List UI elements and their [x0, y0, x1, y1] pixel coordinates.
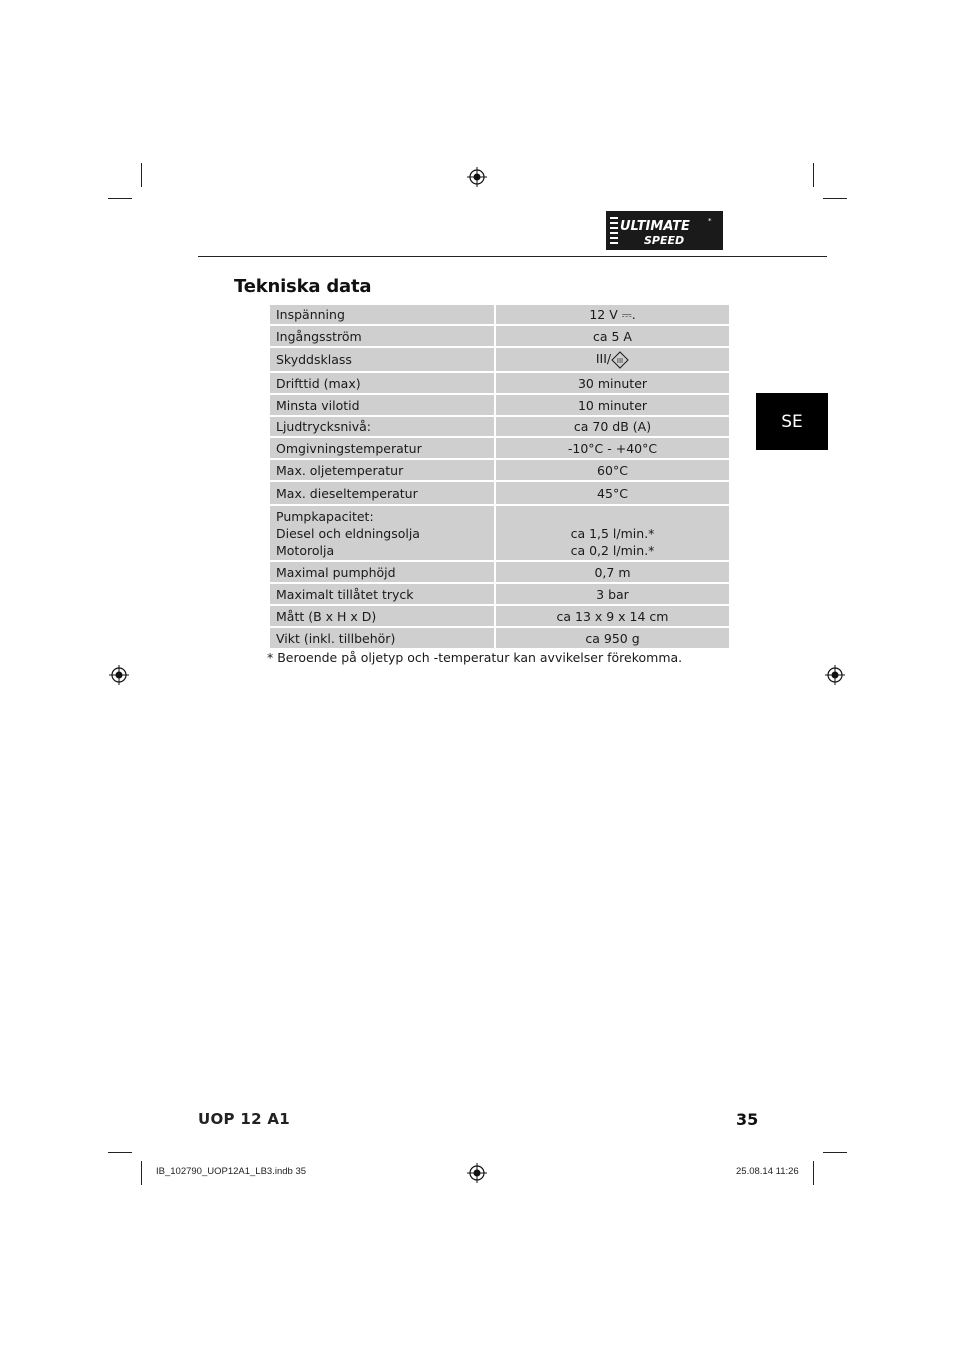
spec-value: ca 5 A — [495, 325, 730, 347]
registration-mark-icon — [825, 665, 845, 685]
crop-mark — [823, 198, 847, 199]
spec-value-line — [502, 508, 723, 525]
table-row — [269, 394, 730, 416]
spec-label: Skyddsklass — [269, 347, 495, 372]
header-rule — [198, 256, 827, 257]
crop-mark — [141, 1161, 142, 1185]
table-row — [269, 505, 730, 561]
table-row — [269, 481, 730, 505]
spec-value: -10°C - +40°C — [495, 437, 730, 459]
spec-value: 45°C — [495, 481, 730, 505]
spec-value: 10 minuter — [495, 394, 730, 416]
spec-label: Drifttid (max) — [269, 372, 495, 394]
section-title: Tekniska data — [234, 276, 372, 297]
spec-label: Max. oljetemperatur — [269, 459, 495, 481]
crop-mark — [823, 1152, 847, 1153]
spec-label: Vikt (inkl. tillbehör) — [269, 627, 495, 649]
table-row — [269, 605, 730, 627]
crop-mark — [813, 163, 814, 187]
registration-mark-icon — [467, 1163, 487, 1183]
spec-label: Omgivningstemperatur — [269, 437, 495, 459]
table-row — [269, 627, 730, 649]
table-row — [269, 416, 730, 437]
slug-date: 25.08.14 11:26 — [736, 1166, 799, 1177]
brand-logo — [606, 211, 723, 250]
spec-value: 0,7 m — [495, 561, 730, 583]
crop-mark — [108, 198, 132, 199]
svg-text:III: III — [617, 356, 624, 365]
crop-mark — [108, 1152, 132, 1153]
table-row — [269, 437, 730, 459]
spec-label: Ingångsström — [269, 325, 495, 347]
slug-file: IB_102790_UOP12A1_LB3.indb 35 — [156, 1166, 307, 1177]
page-number: 35 — [736, 1110, 759, 1129]
table-row — [269, 459, 730, 481]
table-row — [269, 304, 730, 325]
spec-label: Maximal pumphöjd — [269, 561, 495, 583]
spec-label-multiline — [269, 505, 495, 561]
spec-value: ca 13 x 9 x 14 cm — [495, 605, 730, 627]
spec-label: Mått (B x H x D) — [269, 605, 495, 627]
spec-label: Ljudtrycksnivå: — [269, 416, 495, 437]
spec-value: ca 950 g — [495, 627, 730, 649]
registration-mark-icon — [467, 167, 487, 187]
svg-text:*: * — [708, 217, 712, 225]
spec-value: 30 minuter — [495, 372, 730, 394]
spec-value-protection — [495, 347, 730, 372]
protection-class-iii-icon — [611, 351, 629, 369]
table-row — [269, 325, 730, 347]
footnote: * Beroende på oljetyp och -temperatur kan avvikelser förekomma. — [267, 650, 683, 665]
logo-text-top: ULTIMATE — [620, 219, 690, 234]
table-row — [269, 561, 730, 583]
table-row — [269, 347, 730, 372]
spec-value: 60°C — [495, 459, 730, 481]
language-tab: SE — [756, 393, 828, 450]
spec-value: III/ — [595, 351, 612, 367]
table-row — [269, 372, 730, 394]
spec-label-line: Diesel och eldningsolja — [276, 525, 420, 541]
spec-label-line: Pumpkapacitet: — [276, 508, 374, 524]
spec-value-multiline — [495, 505, 730, 561]
crop-mark — [813, 1161, 814, 1185]
spec-table — [268, 303, 731, 650]
spec-label: Max. dieseltemperatur — [269, 481, 495, 505]
registration-mark-icon — [109, 665, 129, 685]
spec-value-line: ca 0,2 l/min.* — [570, 542, 655, 558]
spec-value: ca 70 dB (A) — [495, 416, 730, 437]
spec-label: Maximalt tillåtet tryck — [269, 583, 495, 605]
spec-value: 12 V ⎓. — [495, 304, 730, 325]
logo-text-bottom: SPEED — [644, 234, 685, 247]
model-name: UOP 12 A1 — [198, 1110, 290, 1128]
spec-value: 3 bar — [495, 583, 730, 605]
spec-label-line: Motorolja — [276, 542, 335, 558]
table-row — [269, 583, 730, 605]
spec-label: Minsta vilotid — [269, 394, 495, 416]
spec-label: Inspänning — [269, 304, 495, 325]
crop-mark — [141, 163, 142, 187]
spec-value-line: ca 1,5 l/min.* — [570, 525, 655, 541]
